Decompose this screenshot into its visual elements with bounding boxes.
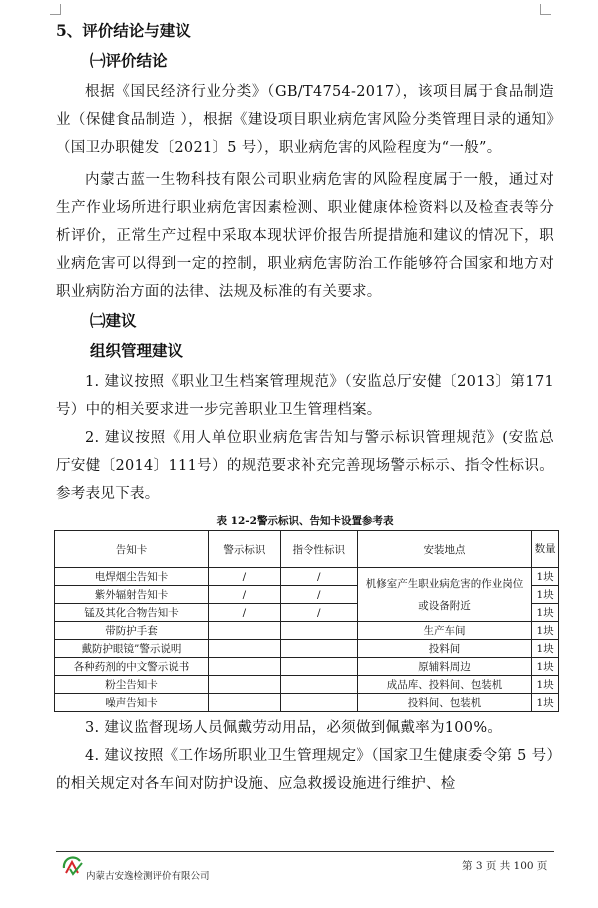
footer-divider <box>56 851 554 852</box>
cell: / <box>208 604 280 622</box>
cell: 戴防护眼镜”警示说明 <box>55 640 209 658</box>
subsection-suggestion: ㈡建议 <box>90 311 137 330</box>
header-card: 告知卡 <box>55 531 209 568</box>
corner-mark-left <box>50 4 61 15</box>
header-quantity: 数量 <box>532 531 559 568</box>
table-caption: 表 12-2警示标识、告知卡设置参考表 <box>216 515 394 527</box>
company-logo-icon <box>62 856 84 878</box>
cell: 1块 <box>532 622 559 640</box>
cell <box>280 694 357 712</box>
suggestion-item-4: 4. 建议按照《工作场所职业卫生管理规定》（国家卫生健康委令第 5 号）的相关规定对各车间对防护设施、应急救援设施进行维护、检 <box>56 748 554 792</box>
cell <box>280 676 357 694</box>
footer-company: 内蒙古安逸检测评价有限公司 <box>86 871 210 882</box>
table-header-row <box>55 531 559 568</box>
cell <box>280 622 357 640</box>
cell: 紫外辐射告知卡 <box>55 586 209 604</box>
table-row <box>55 568 559 586</box>
header-directive: 指令性标识 <box>280 531 357 568</box>
cell: 各种药剂的中文警示说书 <box>55 658 209 676</box>
subsection-conclusion: ㈠评价结论 <box>90 51 168 70</box>
cell: 带防护手套 <box>55 622 209 640</box>
header-location: 安装地点 <box>357 531 532 568</box>
cell <box>208 640 280 658</box>
footer-page-number: 第 3 页 共 100 页 <box>462 860 548 872</box>
cell: 1块 <box>532 604 559 622</box>
cell: 1块 <box>532 586 559 604</box>
corner-mark-right <box>540 4 551 15</box>
page-body <box>56 18 554 798</box>
cell: 1块 <box>532 640 559 658</box>
cell: 投料间、包装机 <box>357 694 532 712</box>
cell: / <box>208 568 280 586</box>
cell: 投料间 <box>357 640 532 658</box>
merged-location-cell: 机修室产生职业病危害的作业岗位或设备附近 <box>357 568 532 622</box>
cell: / <box>280 568 357 586</box>
cell <box>280 640 357 658</box>
table-row <box>55 622 559 640</box>
table-row <box>55 640 559 658</box>
section-title: 5、评价结论与建议 <box>56 21 191 40</box>
cell: / <box>280 586 357 604</box>
table-row <box>55 676 559 694</box>
subsection-management: 组织管理建议 <box>90 341 184 360</box>
cell: 锰及其化合物告知卡 <box>55 604 209 622</box>
cell <box>208 658 280 676</box>
table-row <box>55 658 559 676</box>
cell: / <box>208 586 280 604</box>
cell <box>280 658 357 676</box>
paragraph-2: 内蒙古蓝一生物科技有限公司职业病危害的风险程度属于一般，通过对生产作业场所进行职业病危害因素检测、职业健康体检资料以及检查表等分析评价，正常生产过程中采取本现状评价报告所提措施和建议的情况下，职业病危害可以得到一定的控制，职业病危害防治工作能够符合国家和地方对职业病防治方面的法律、法规及标准的有关要求。 <box>56 172 554 300</box>
suggestion-item-3: 3. 建议监督现场人员佩戴劳动用品，必须做到佩戴率为100%。 <box>85 720 503 736</box>
suggestion-item-2: 2. 建议按照《用人单位职业病危害告知与警示标识管理规范》(安监总厅安健〔2014〕111号）的规范要求补充完善现场警示标示、指令性标识。参考表见下表。 <box>56 430 554 502</box>
cell <box>208 694 280 712</box>
cell <box>208 676 280 694</box>
cell: 1块 <box>532 568 559 586</box>
cell: 电焊烟尘告知卡 <box>55 568 209 586</box>
cell <box>208 622 280 640</box>
cell: 1块 <box>532 658 559 676</box>
cell: 原辅料周边 <box>357 658 532 676</box>
table-row <box>55 694 559 712</box>
suggestion-item-1: 1. 建议按照《职业卫生档案管理规范》（安监总厅安健〔2013〕第171号）中的相关要求进一步完善职业卫生管理档案。 <box>56 374 554 418</box>
paragraph-1: 根据《国民经济行业分类》（GB/T4754-2017），该项目属于食品制造业（保健食品制造 ），根据《建设项目职业病危害风险分类管理目录的通知》（国卫办职健发〔2021〕5 号），职业病危害的风险程度为“一般”。 <box>56 84 554 156</box>
cell: 噪声告知卡 <box>55 694 209 712</box>
cell: 粉尘告知卡 <box>55 676 209 694</box>
cell: / <box>280 604 357 622</box>
header-warning: 警示标识 <box>208 531 280 568</box>
sign-table <box>54 530 559 712</box>
cell: 生产车间 <box>357 622 532 640</box>
cell: 1块 <box>532 694 559 712</box>
cell: 1块 <box>532 676 559 694</box>
cell: 成品库、投料间、包装机 <box>357 676 532 694</box>
